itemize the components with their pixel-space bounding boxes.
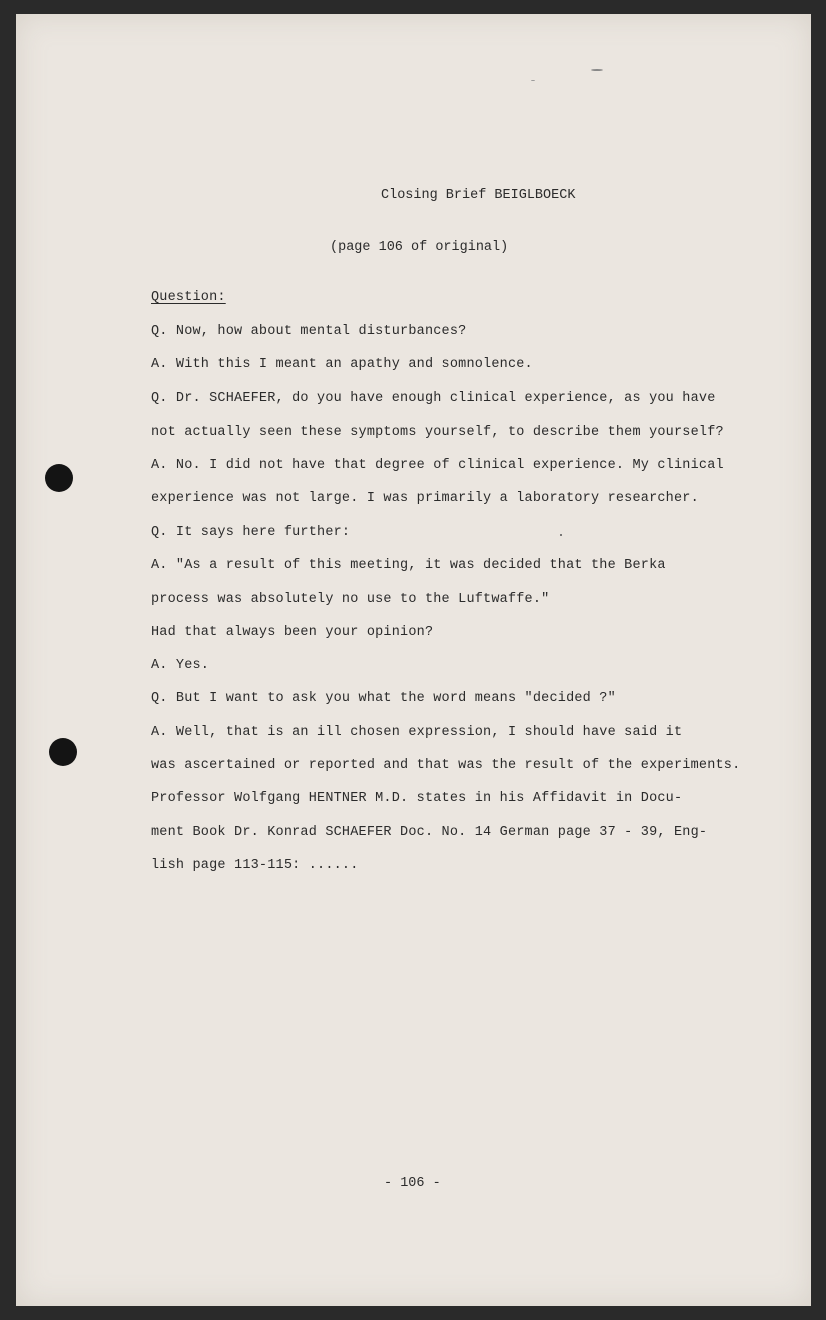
- transcript-line: lish page 113-115: ......: [151, 858, 359, 873]
- transcript-line: ment Book Dr. Konrad SCHAEFER Doc. No. 14 German page 37 - 39, Eng-: [151, 825, 708, 840]
- document-page: [16, 14, 811, 1306]
- transcript-line: Q. It says here further:: [151, 525, 351, 540]
- transcript-line: A. "As a result of this meeting, it was decided that the Berka: [151, 558, 666, 573]
- transcript-line: A. Well, that is an ill chosen expression, I should have said it: [151, 725, 683, 740]
- punch-hole-bottom: [49, 738, 77, 766]
- speck-mark: [591, 69, 603, 71]
- speck-mark: [560, 534, 562, 536]
- punch-hole-top: [45, 464, 73, 492]
- transcript-line: was ascertained or reported and that was the result of the experiments.: [151, 758, 741, 773]
- page-reference: (page 106 of original): [330, 240, 509, 255]
- transcript-line: experience was not large. I was primarily a laboratory researcher.: [151, 491, 699, 506]
- transcript-line: not actually seen these symptoms yourself, to describe them yourself?: [151, 425, 724, 440]
- transcript-line: Q. But I want to ask you what the word means "decided ?": [151, 691, 616, 706]
- transcript-line: Q. Now, how about mental disturbances?: [151, 324, 467, 339]
- transcript-line: A. Yes.: [151, 658, 210, 673]
- transcript-line: Professor Wolfgang HENTNER M.D. states in his Affidavit in Docu-: [151, 791, 683, 806]
- transcript-line: process was absolutely no use to the Luftwaffe.": [151, 592, 550, 607]
- speck-mark: [531, 80, 535, 81]
- section-label: Question:: [151, 290, 226, 305]
- transcript-line: A. With this I meant an apathy and somnolence.: [151, 357, 533, 372]
- transcript-line: Q. Dr. SCHAEFER, do you have enough clinical experience, as you have: [151, 391, 716, 406]
- page-number: - 106 -: [384, 1176, 441, 1191]
- transcript-line: A. No. I did not have that degree of clinical experience. My clinical: [151, 458, 724, 473]
- transcript-line: Had that always been your opinion?: [151, 625, 434, 640]
- document-title: Closing Brief BEIGLBOECK: [381, 188, 576, 203]
